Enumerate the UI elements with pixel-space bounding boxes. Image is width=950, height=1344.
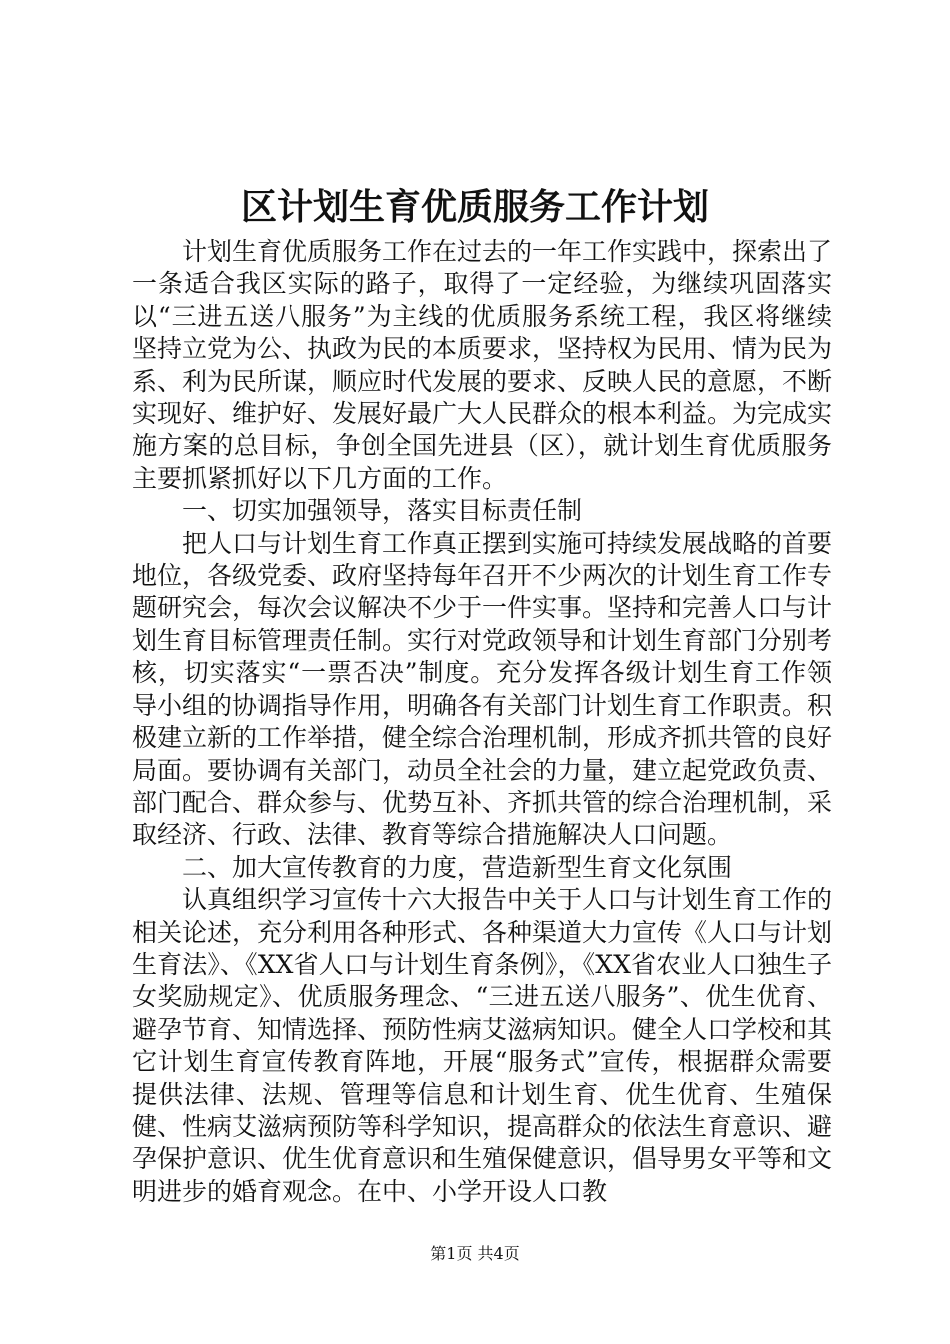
document-body <box>132 236 832 1208</box>
section-heading-1: 一、切实加强领导，落实目标责任制 <box>182 496 583 526</box>
paragraph-section-1: 把人口与计划生育工作真正摆到实施可持续发展战略的首要地位，各级党委、政府坚持每年召开不少两次的计划生育工作专题研究会，每次会议解决不少于一件实事。坚持和完善人口与计划生育目标管理责任制。实行对党政领导和计划生育部门分别考核，切实落实“一票否决”制度。充分发挥各级计划生育工作领导小组的协调指导作用，明确各有关部门计划生育工作职责。积极建立新的工作举措，健全综合治理机制，形成齐抓共管的良好局面。要协调有关部门，动员全社会的力量，建立起党政负责、部门配合、群众参与、优势互补、齐抓共管的综合治理机制，采取经济、行政、法律、教育等综合措施解决人口问题。 <box>132 528 833 850</box>
page-footer: 第1页 共4页 <box>430 1244 520 1263</box>
paragraph-intro: 计划生育优质服务工作在过去的一年工作实践中，探索出了一条适合我区实际的路子，取得了一定经验，为继续巩固落实以“三进五送八服务”为主线的优质服务系统工程，我区将继续坚持立党为公、执政为民的本质要求，坚持权为民用、情为民为系、利为民所谋，顺应时代发展的要求、反映人民的意愿，不断实现好、维护好、发展好最广大人民群众的根本利益。为完成实施方案的总目标，争创全国先进县（区），就计划生育优质服务主要抓紧抓好以下几方面的工作。 <box>132 237 833 493</box>
page-title: 区计划生育优质服务工作计划 <box>240 186 709 228</box>
section-heading-2: 二、加大宣传教育的力度，营造新型生育文化氛围 <box>182 852 733 882</box>
paragraph-section-2: 认真组织学习宣传十六大报告中关于人口与计划生育工作的相关论述，充分利用各种形式、各种渠道大力宣传《人口与计划生育法》、《XX省人口与计划生育条例》，《XX省农业人口独生子女奖励规定》、优质服务理念、“三进五送八服务”、优生优育、避孕节育、知情选择、预防性病艾滋病知识。健全人口学校和其它计划生育宣传教育阵地，开展“服务式”宣传，根据群众需要提供法律、法规、管理等信息和计划生育、优生优育、生殖保健、性病艾滋病预防等科学知识，提高群众的依法生育意识、避孕保护意识、优生优育意识和生殖保健意识，倡导男女平等和文明进步的婚育观念。在中、小学开设人口教 <box>132 885 833 1206</box>
